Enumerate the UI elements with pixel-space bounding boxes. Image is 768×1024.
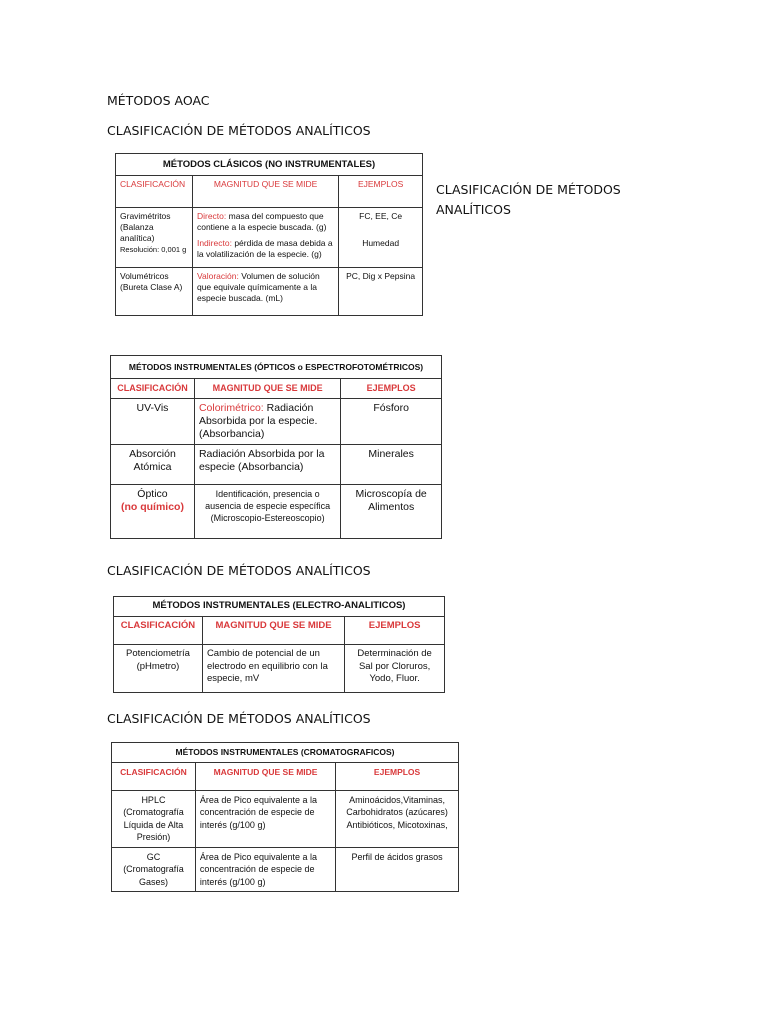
header-magnitud: MAGNITUD QUE SE MIDE (202, 617, 344, 645)
table-title: MÉTODOS CLÁSICOS (NO INSTRUMENTALES) (116, 154, 423, 176)
line: Resolución: 0,001 g (120, 245, 187, 254)
cell-gc: GC (Cromatografía Gases) (112, 847, 196, 892)
cell-magnitud-colorimetrico (194, 399, 340, 445)
cell-ejemplos-valoracion: PC, Dig x Pepsina (339, 268, 423, 316)
cell-magnitud-absorcion: Radiación Absorbida por la especie (Absorbancia) (194, 445, 340, 485)
header-clasificacion: CLASIFICACIÓN (112, 762, 196, 790)
cell-magnitud-potencial: Cambio de potencial de un electrodo en equilibrio con la especie, mV (202, 645, 344, 693)
ejemplo-humedad: Humedad (362, 238, 400, 248)
optico-label: Óptico (137, 488, 168, 500)
ejemplo-fc: FC, EE, Ce (359, 211, 403, 221)
cell-microscopia: Microscopía de Alimentos (341, 485, 442, 539)
cell-magnitud-optico: Identificación, presencia o ausencia de especie específica (Microscopio-Estereoscopio) (194, 485, 340, 539)
table-metodos-opticos (110, 355, 442, 539)
table-title: MÉTODOS INSTRUMENTALES (ÓPTICOS o ESPECTROFOTOMÉTRICOS) (111, 356, 442, 379)
label-colorimetrico: Colorimétrico: (198, 402, 264, 414)
document-title: MÉTODOS AOAC (107, 93, 210, 108)
header-clasificacion: CLASIFICACIÓN (116, 176, 193, 208)
line: analítica) (120, 233, 155, 243)
cell-magnitud-valoracion (192, 268, 338, 316)
side-heading: CLASIFICACIÓN DE MÉTODOS ANALÍTICOS (436, 182, 621, 217)
text-colorimetrico: Radiación Absorbida por la especie. (Absorbancia) (198, 402, 318, 440)
section-heading-2: CLASIFICACIÓN DE MÉTODOS ANALÍTICOS (107, 563, 371, 578)
header-magnitud: MAGNITUD QUE SE MIDE (194, 379, 340, 399)
no-quimico-label: (no químico) (120, 501, 184, 513)
label-valoracion: Valoración: (196, 271, 239, 281)
text-indirecto: pérdida de masa debida a la volatilización de la especie. (g) (196, 238, 333, 259)
cell-ejemplos-hplc: Aminoácidos,Vitaminas, Carbohidratos (azúcares) Antibióticos, Micotoxinas, (336, 790, 459, 847)
header-magnitud: MAGNITUD QUE SE MIDE (195, 762, 335, 790)
section-heading-3: CLASIFICACIÓN DE MÉTODOS ANALÍTICOS (107, 711, 371, 726)
table-metodos-electroanaliticos (113, 596, 445, 693)
label-indirecto: Indirecto: (196, 238, 232, 248)
cell-gravimetricos (116, 208, 193, 268)
cell-magnitud-gc: Área de Pico equivalente a la concentración de especie de interés (g/100 g) (195, 847, 335, 892)
header-magnitud: MAGNITUD QUE SE MIDE (192, 176, 338, 208)
table-title: MÉTODOS INSTRUMENTALES (ELECTRO-ANALITICOS) (114, 597, 445, 617)
table-title: MÉTODOS INSTRUMENTALES (CROMATOGRAFICOS) (112, 743, 459, 763)
cell-absorcion-atomica: Absorción Atómica (111, 445, 195, 485)
cell-optico (111, 485, 195, 539)
header-clasificacion: CLASIFICACIÓN (111, 379, 195, 399)
cell-ejemplos-gravimetria (339, 208, 423, 268)
label-directo: Directo: (196, 211, 227, 221)
cell-determinacion-sal: Determinación de Sal por Cloruros, Yodo, Fluor. (345, 645, 445, 693)
cell-minerales: Minerales (341, 445, 442, 485)
table-metodos-cromatograficos (111, 742, 459, 892)
line: Gravimétritos (120, 211, 171, 221)
line: (Balanza (120, 222, 154, 232)
table-metodos-clasicos (115, 153, 423, 316)
header-ejemplos: EJEMPLOS (339, 176, 423, 208)
header-ejemplos: EJEMPLOS (336, 762, 459, 790)
cell-uvvis: UV-Vis (111, 399, 195, 445)
cell-volumetricos: Volumétricos (Bureta Clase A) (116, 268, 193, 316)
cell-magnitud-hplc: Área de Pico equivalente a la concentración de especie de interés (g/100 g) (195, 790, 335, 847)
header-ejemplos: EJEMPLOS (341, 379, 442, 399)
section-heading-1: CLASIFICACIÓN DE MÉTODOS ANALÍTICOS (107, 123, 371, 138)
cell-magnitud-gravimetria (192, 208, 338, 268)
cell-hplc: HPLC (Cromatografía Líquida de Alta Presión) (112, 790, 196, 847)
text-directo: masa del compuesto que contiene a la especie buscada. (g) (196, 211, 327, 232)
cell-ejemplos-gc: Perfil de ácidos grasos (336, 847, 459, 892)
text-valoracion: Volumen de solución que equivale químicamente a la especie buscada. (mL) (196, 271, 320, 303)
header-clasificacion: CLASIFICACIÓN (114, 617, 203, 645)
header-ejemplos: EJEMPLOS (345, 617, 445, 645)
cell-fosforo: Fósforo (341, 399, 442, 445)
cell-potenciometria: Potenciometría (pHmetro) (114, 645, 203, 693)
